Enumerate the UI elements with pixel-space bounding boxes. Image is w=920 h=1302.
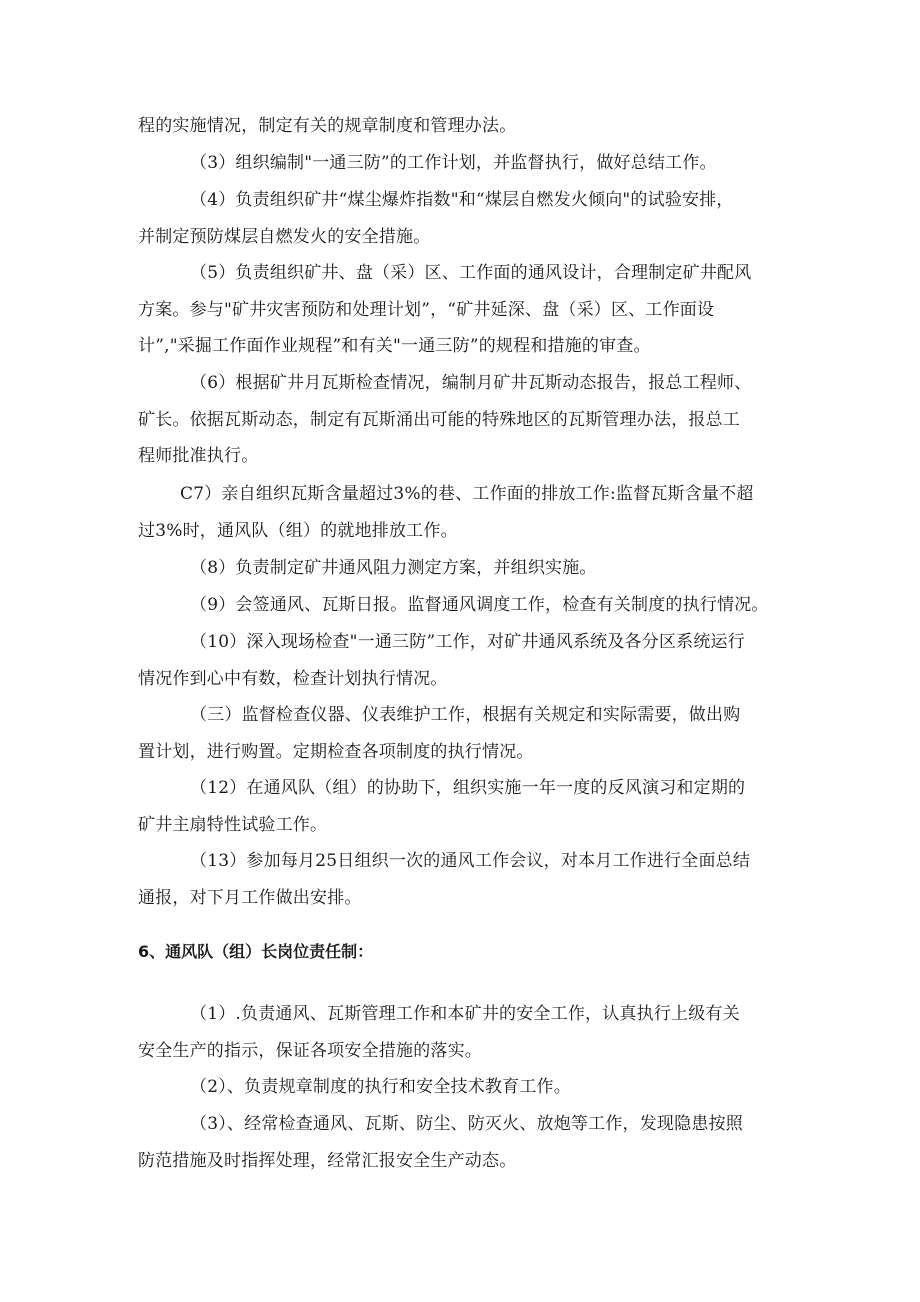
text-line: 安全生产的指示，保证各项安全措施的落实。: [138, 1040, 482, 1061]
paragraph-section-item-1: [138, 996, 798, 1069]
text-line: （3）、经常检查通风、瓦斯、防尘、防灭火、放炮等工作，发现隐患按照: [190, 1114, 743, 1134]
paragraph-item-3: [138, 145, 798, 182]
paragraph-item-4: [138, 182, 798, 255]
text-line: （三）监督检查仪器、仪表维护工作，根据有关规定和实际需要，做出购: [190, 705, 741, 725]
paragraph-item-12: [138, 770, 798, 843]
text-line: C7）亲自组织瓦斯含量超过3%的巷、工作面的排放工作:监督瓦斯含量不超: [180, 484, 754, 504]
text-line: （9）会签通风、瓦斯日报。监督通风调度工作，检查有关制度的执行情况。: [190, 595, 769, 615]
text-line: （3）组织编制"一通三防”的工作计划，并监督执行，做好总结工作。: [190, 153, 717, 173]
text-line: （4）负责组织矿井“煤尘爆炸指数"和“煤层自燃发火倾向"的试验安排，: [190, 190, 734, 210]
paragraph-item-9: [138, 587, 798, 624]
text-line: 矿长。依据瓦斯动态，制定有瓦斯涌出可能的特殊地区的瓦斯管理办法，报总工: [138, 409, 740, 430]
text-line: （10）深入现场检查"一通三防”工作，对矿井通风系统及各分区系统运行: [190, 632, 745, 652]
paragraph-item-7: [138, 476, 798, 549]
paragraph-item-10: [138, 624, 798, 697]
text-line: 方案。参与"矿井灾害预防和处理计划”，“矿井延深、盘（采）区、工作面设: [138, 299, 715, 320]
text-line: （1）.负责通风、瓦斯管理工作和本矿井的安全工作，认真执行上级有关: [190, 1004, 740, 1024]
paragraph-item-13: [138, 843, 798, 916]
paragraph-section-item-3: [138, 1106, 798, 1179]
text-line: 计”,"采掘工作面作业规程”和有关"一通三防”的规程和措施的审查。: [138, 336, 651, 356]
text-line: 情况作到心中有数，检查计划执行情况。: [138, 668, 448, 689]
text-line: （6）根据矿井月瓦斯检查情况，编制月矿井瓦斯动态报告，报总工程师、: [190, 373, 752, 393]
text-line: 过3%时，通风队（组）的就地排放工作。: [138, 520, 458, 541]
paragraph-item-11: [138, 697, 798, 770]
text-line: （5）负责组织矿井、盘（采）区、工作面的通风设计，合理制定矿井配风: [190, 263, 752, 283]
text-line: 防范措施及时指挥处理，经常汇报安全生产动态。: [138, 1150, 517, 1171]
text-line: （12）在通风队（组）的协助下，组织实施一年一度的反风演习和定期的: [190, 778, 746, 798]
section-heading: 6、通风队（组）长岗位责任制：: [138, 942, 374, 961]
text-line: （13）参加每月25日组织一次的通风工作会议，对本月工作进行全面总结: [190, 851, 751, 871]
paragraph-item-6: [138, 365, 798, 475]
text-line: 通报，对下月工作做出安排。: [138, 887, 362, 908]
text-line: 程的实施情况，制定有关的规章制度和管理办法。: [138, 116, 517, 136]
text-line: 置计划，进行购置。定期检查各项制度的执行情况。: [138, 741, 534, 762]
text-line: （8）负责制定矿井通风阻力测定方案，并组织实施。: [190, 558, 597, 578]
paragraph-item-5: [138, 255, 798, 365]
text-line: （2）、负责规章制度的执行和安全技术教育工作。: [190, 1077, 571, 1097]
text-line: 并制定预防煤层自燃发火的安全措施。: [138, 226, 431, 247]
text-line: 程师批准执行。: [138, 446, 259, 466]
text-line: 矿井主扇特性试验工作。: [138, 814, 328, 835]
paragraph-item-8: [138, 550, 798, 587]
paragraph-continuation: [138, 108, 798, 145]
paragraph-section-item-2: [138, 1069, 798, 1106]
